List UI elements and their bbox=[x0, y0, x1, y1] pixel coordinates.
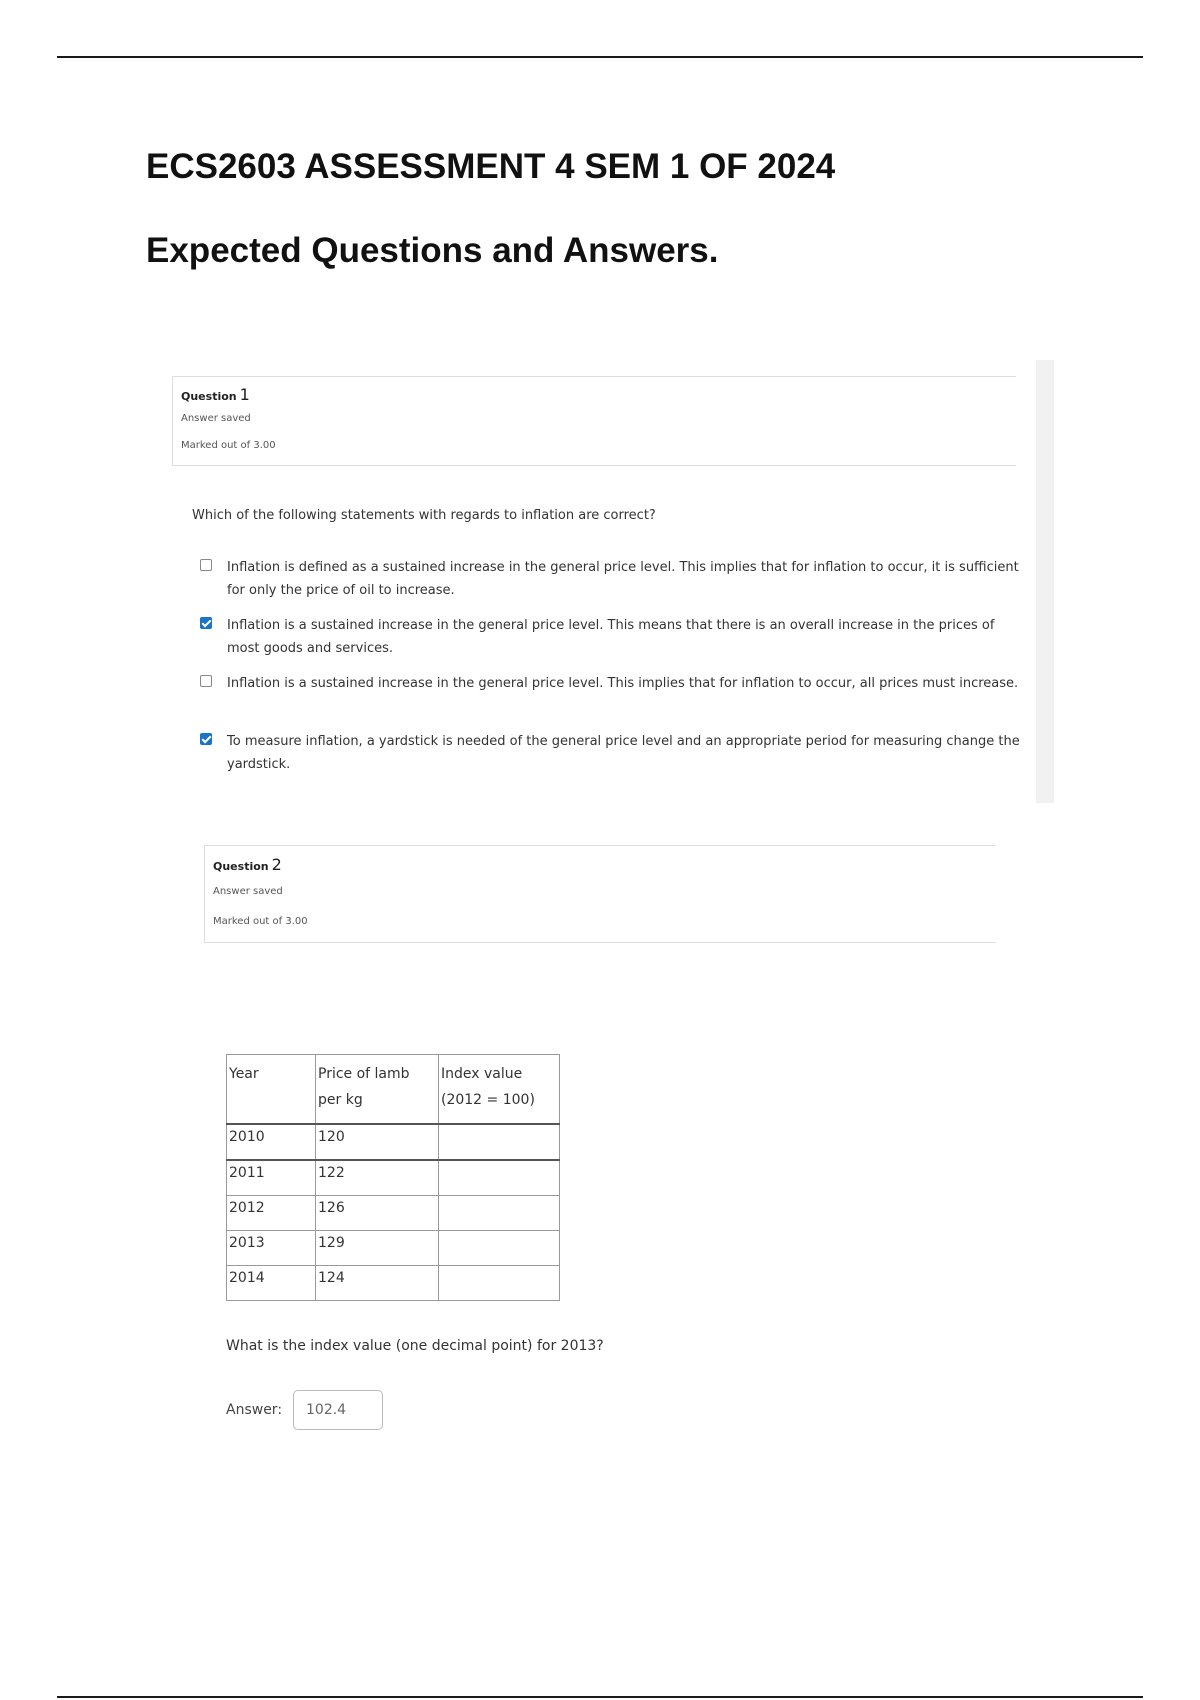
table-cell: 2010 bbox=[227, 1124, 316, 1160]
table-cell: 124 bbox=[316, 1266, 439, 1301]
table-cell: 2014 bbox=[227, 1266, 316, 1301]
table-row bbox=[227, 1196, 560, 1231]
option-4-text: To measure inflation, a yardstick is needed of the general price level and an appropriate period for measuring change the yardstick. bbox=[227, 734, 1020, 772]
option-2-checkbox[interactable] bbox=[200, 617, 212, 629]
table-cell: 126 bbox=[316, 1196, 439, 1231]
answer-label: Answer: bbox=[226, 1402, 283, 1418]
scrollbar-track[interactable] bbox=[1036, 360, 1054, 803]
question-1-number: 1 bbox=[239, 385, 250, 404]
question-1-text: Which of the following statements with regards to inflation are correct? bbox=[192, 508, 656, 523]
option-2-text: Inflation is a sustained increase in the general price level. This means that there is an overall increase in the prices of most goods and services. bbox=[227, 618, 995, 656]
option-3-checkbox[interactable] bbox=[200, 675, 212, 687]
table-header-index: Index value (2012 = 100) bbox=[439, 1055, 560, 1125]
table-cell: 2012 bbox=[227, 1196, 316, 1231]
table-header-price: Price of lamb per kg bbox=[316, 1055, 439, 1125]
table-cell bbox=[439, 1124, 560, 1160]
table-row bbox=[227, 1160, 560, 1196]
table-row bbox=[227, 1266, 560, 1301]
bottom-rule bbox=[57, 1696, 1143, 1698]
question-2-text: What is the index value (one decimal point) for 2013? bbox=[226, 1338, 604, 1354]
table-cell: 122 bbox=[316, 1160, 439, 1196]
table-cell bbox=[439, 1266, 560, 1301]
table-row bbox=[227, 1124, 560, 1160]
option-1-text: Inflation is defined as a sustained increase in the general price level. This implies that for inflation to occur, it is sufficient for only the price of oil to increase. bbox=[227, 560, 1019, 598]
question-2-number: 2 bbox=[271, 855, 282, 874]
table-cell: 120 bbox=[316, 1124, 439, 1160]
lamb-price-table bbox=[226, 1054, 560, 1301]
table-cell: 129 bbox=[316, 1231, 439, 1266]
table-cell bbox=[439, 1160, 560, 1196]
table-cell: 2011 bbox=[227, 1160, 316, 1196]
question-2-marks: Marked out of 3.00 bbox=[213, 916, 308, 927]
option-3-text: Inflation is a sustained increase in the general price level. This implies that for inflation to occur, all prices must increase. bbox=[227, 676, 1019, 691]
table-cell: 2013 bbox=[227, 1231, 316, 1266]
option-1-checkbox[interactable] bbox=[200, 559, 212, 571]
question-1-state: Answer saved bbox=[181, 413, 251, 424]
answer-input[interactable]: 102.4 bbox=[293, 1390, 383, 1430]
option-4-checkbox[interactable] bbox=[200, 733, 212, 745]
table-header-year: Year bbox=[227, 1055, 316, 1125]
table-row bbox=[227, 1231, 560, 1266]
top-rule bbox=[57, 56, 1143, 58]
table-cell bbox=[439, 1231, 560, 1266]
table-cell bbox=[439, 1196, 560, 1231]
question-2-label: Question 2 bbox=[213, 855, 282, 874]
question-2-state: Answer saved bbox=[213, 886, 283, 897]
document-title: ECS2603 ASSESSMENT 4 SEM 1 OF 2024 bbox=[146, 147, 836, 186]
question-1-info-box bbox=[172, 376, 1016, 466]
question-2-info-box bbox=[204, 845, 996, 943]
question-1-marks: Marked out of 3.00 bbox=[181, 440, 276, 451]
question-1-label: Question 1 bbox=[181, 385, 250, 404]
document-subtitle: Expected Questions and Answers. bbox=[146, 231, 719, 270]
